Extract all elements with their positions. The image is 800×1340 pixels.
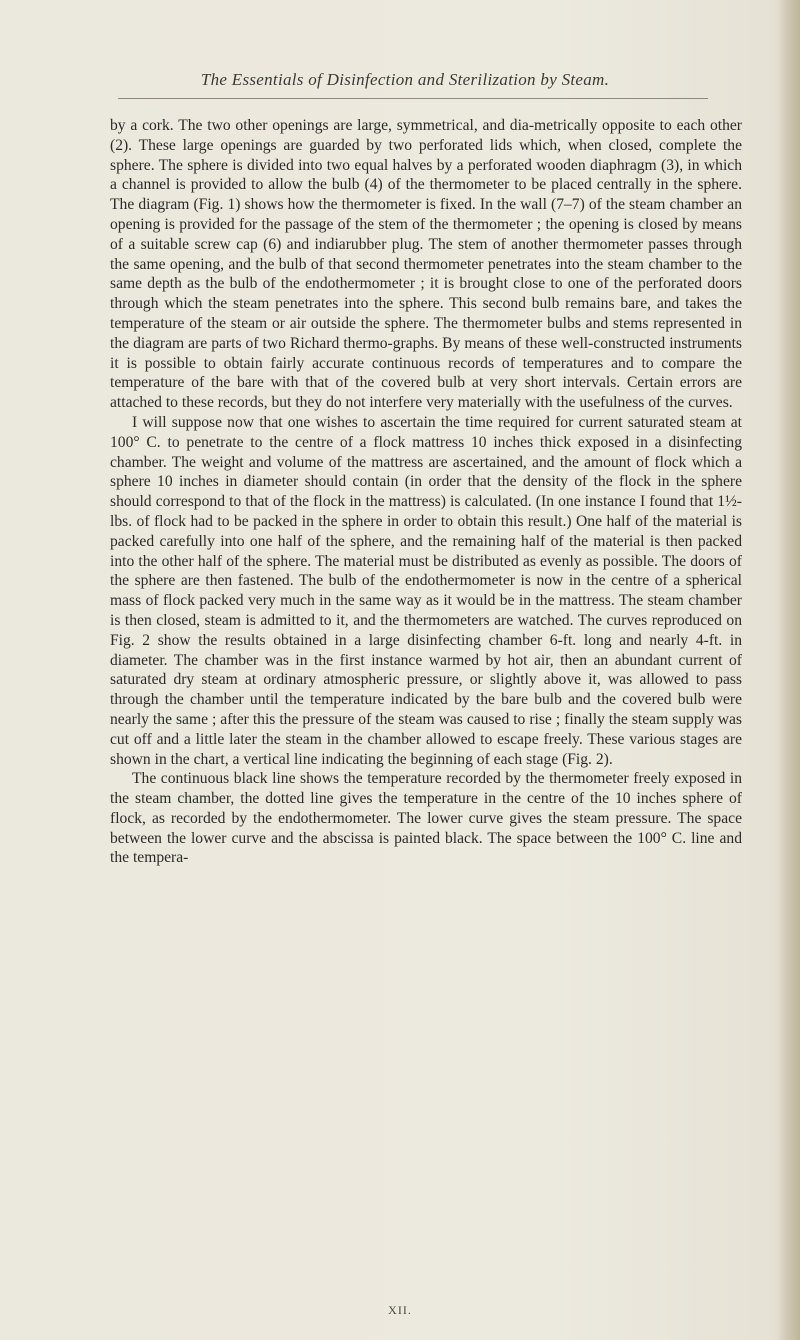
page-edge-shadow bbox=[778, 0, 800, 1340]
header-rule bbox=[118, 98, 708, 99]
paragraph-1: by a cork. The two other openings are large, symmetrical, and dia-metrically opposite to each other (2). These large openings are guarded by two perforated lids which, when closed, complete the sphere. The sphere is divided into two equal halves by a perforated wooden diaphragm (3), in which a channel is provided to allow the bulb (4) of the thermometer to be placed centrally in the sphere. The diagram (Fig. 1) shows how the thermometer is fixed. In the wall (7–7) of the steam chamber an opening is provided for the passage of the stem of the thermometer ; the opening is closed by means of a suitable screw cap (6) and indiarubber plug. The stem of another thermometer passes through the same opening, and the bulb of that second thermometer penetrates into the steam chamber to the same depth as the bulb of the endothermometer ; it is brought close to one of the perforated doors through which the steam penetrates into the sphere. This second bulb remains bare, and takes the temperature of the steam or air outside the sphere. The thermometer bulbs and stems represented in the diagram are parts of two Richard thermo-graphs. By means of these well-constructed instruments it is possible to obtain fairly accurate continuous records of temperatures and to compare the temperature of the bare with that of the covered bulb at very short intervals. Certain errors are attached to these records, but they do not interfere very materially with the usefulness of the curves. bbox=[110, 117, 742, 412]
running-head: The Essentials of Disinfection and Sterilization by Steam. bbox=[200, 70, 610, 89]
paragraph-3: The continuous black line shows the temperature recorded by the thermometer freely exposed in the steam chamber, the dotted line gives the temperature in the centre of the 10 inches sphere of flock, as recorded by the endothermometer. The lower curve gives the steam pressure. The space between the lower curve and the abscissa is painted black. The space between the 100° C. line and the tempera- bbox=[110, 770, 742, 867]
paragraph-2: I will suppose now that one wishes to ascertain the time required for current saturated steam at 100° C. to penetrate to the centre of a flock mattress 10 inches thick exposed in a disinfecting chamber. The weight and volume of the mattress are ascertained, and the amount of flock which a sphere 10 inches in diameter should contain (in order that the density of the flock in the sphere should correspond to that of the flock in the mattress) is calculated. (In one instance I found that 1½-lbs. of flock had to be packed in the sphere in order to obtain this result.) One half of the material is packed carefully into one half of the sphere, and the remaining half of the material is then packed into the other half of the sphere. The material must be distributed as evenly as possible. The doors of the sphere are then fastened. The bulb of the endothermometer is now in the centre of a spherical mass of flock packed very much in the same way as it would be in the mattress. The steam chamber is then closed, steam is admitted to it, and the thermometers are watched. The curves reproduced on Fig. 2 show the results obtained in a large disinfecting chamber 6-ft. long and nearly 4-ft. in diameter. The chamber was in the first instance warmed by hot air, then an abundant current of saturated dry steam at ordinary atmospheric pressure, or slightly above it, was allowed to pass through the chamber until the temperature indicated by the bare bulb and the covered bulb were nearly the same ; after this the pressure of the steam was caused to rise ; finally the steam supply was cut off and a little later the steam in the chamber allowed to escape freely. These various stages are shown in the chart, a vertical line indicating the beginning of each stage (Fig. 2). bbox=[110, 413, 742, 768]
page-number: XII. bbox=[388, 1303, 412, 1317]
body-text bbox=[110, 116, 742, 868]
